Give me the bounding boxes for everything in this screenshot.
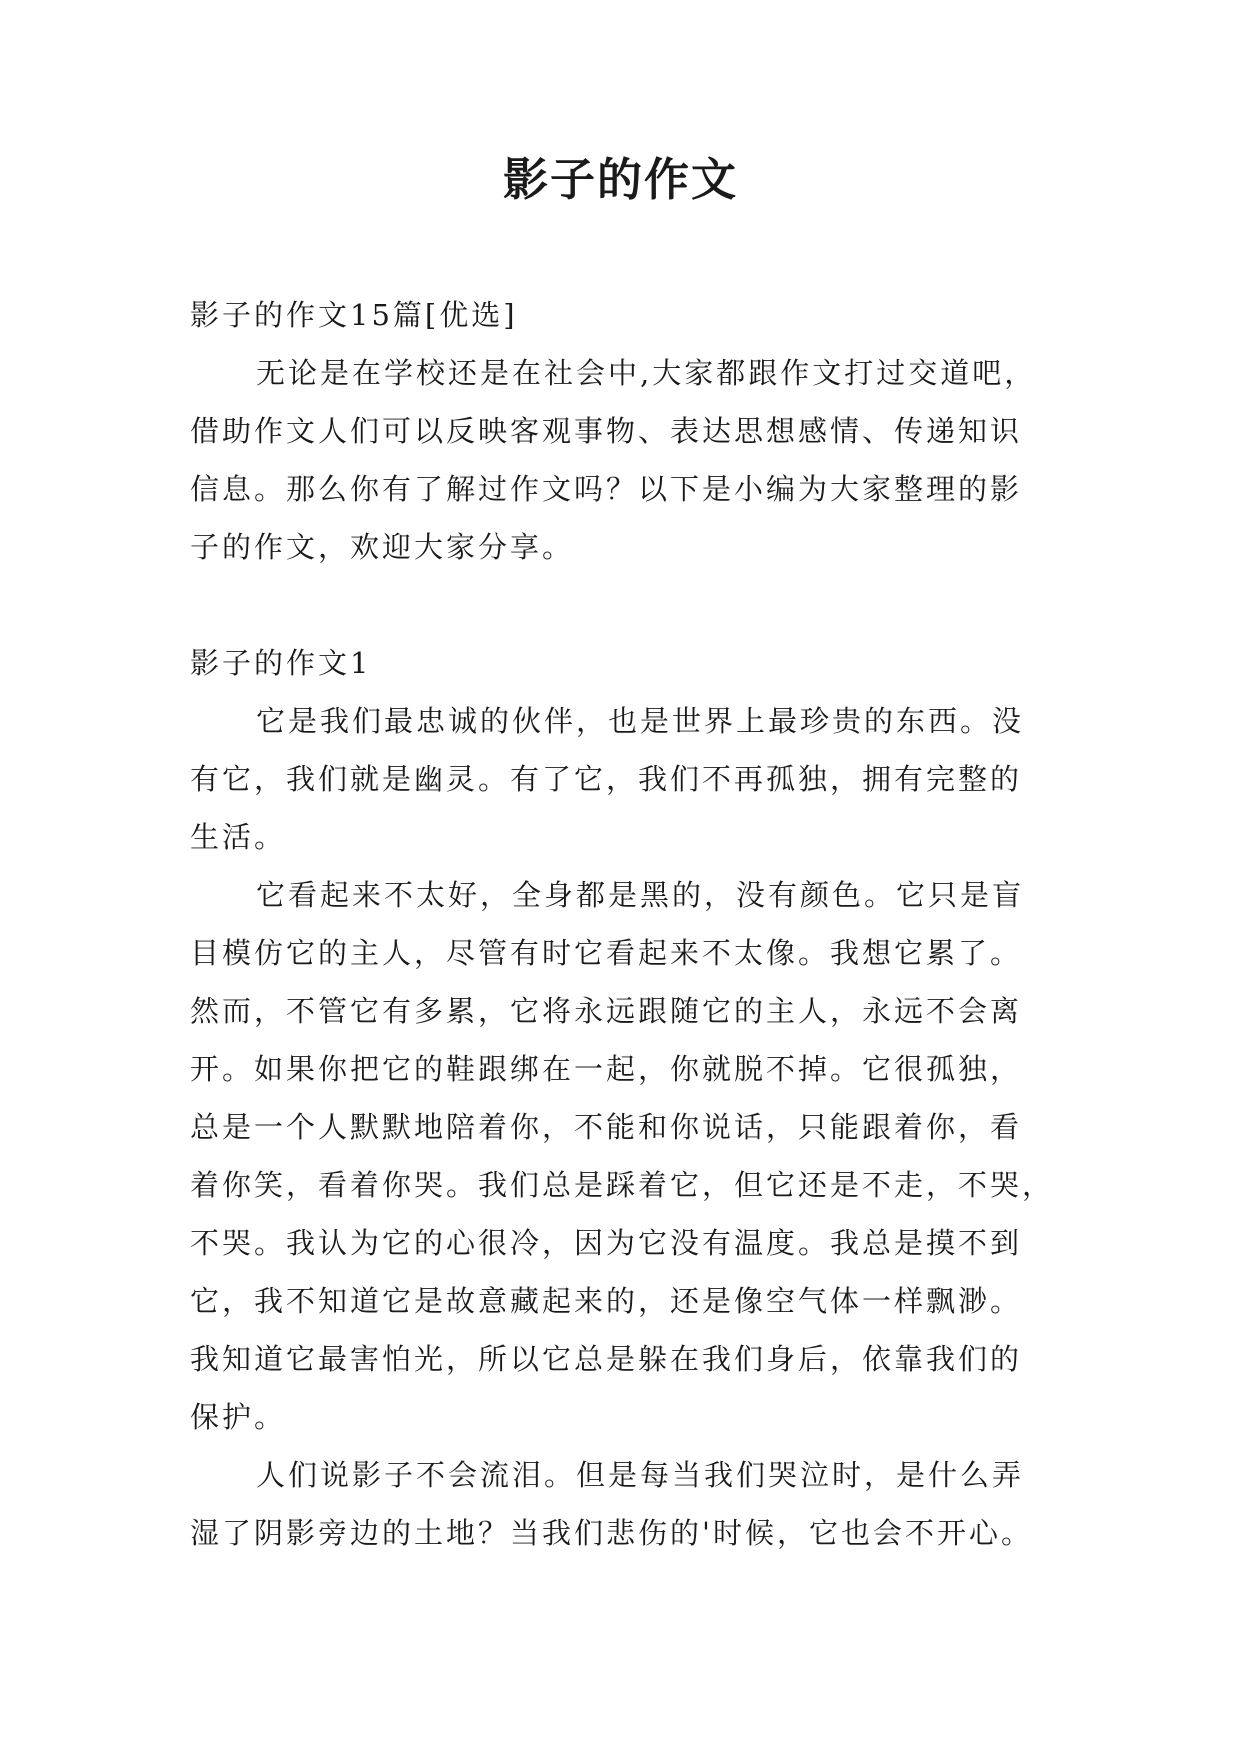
paragraph-line: 保护。 [190, 1400, 287, 1434]
paragraph-line: 生活。 [190, 820, 287, 854]
body-paragraph [190, 866, 1060, 1446]
body-paragraph [190, 1446, 1060, 1562]
paragraph-line: 人们说影子不会流泪。但是每当我们哭泣时，是什么弄 [256, 1458, 1025, 1492]
document-body [190, 286, 1060, 1562]
paragraph-line: 它是我们最忠诚的伙伴，也是世界上最珍贵的东西。没 [256, 704, 1025, 738]
paragraph-line: 目模仿它的主人，尽管有时它看起来不太像。我想它累了。 [190, 936, 1023, 970]
paragraph-line: 不哭。我认为它的心很冷，因为它没有温度。我总是摸不到 [190, 1226, 1023, 1260]
paragraph-line: 开。如果你把它的鞋跟绑在一起，你就脱不掉。它很孤独， [190, 1052, 1023, 1086]
intro-line: 信息。那么你有了解过作文吗？以下是小编为大家整理的影 [190, 472, 1023, 506]
paragraph-line: 有它，我们就是幽灵。有了它，我们不再孤独，拥有完整的 [190, 762, 1023, 796]
intro-line: 子的作文，欢迎大家分享。 [190, 530, 575, 564]
document-title: 影子的作文 [502, 153, 738, 206]
intro-line: 无论是在学校还是在社会中,大家都跟作文打过交道吧， [256, 356, 1037, 390]
paragraph-line: 它，我不知道它是故意藏起来的，还是像空气体一样飘渺。 [190, 1284, 1023, 1318]
paragraph-line: 着你笑，看着你哭。我们总是踩着它，但它还是不走，不哭， [190, 1168, 1055, 1202]
body-paragraph [190, 692, 1060, 866]
section-heading: 影子的作文1 [190, 646, 372, 680]
paragraph-line: 总是一个人默默地陪着你，不能和你说话，只能跟着你，看 [190, 1110, 1023, 1144]
paragraph-line: 我知道它最害怕光，所以它总是躲在我们身后，依靠我们的 [190, 1342, 1023, 1376]
paragraph-line: 然而，不管它有多累，它将永远跟随它的主人，永远不会离 [190, 994, 1023, 1028]
intro-line: 借助作文人们可以反映客观事物、表达思想感情、传递知识 [190, 414, 1023, 448]
document-subtitle: 影子的作文15篇[优选] [190, 298, 518, 332]
intro-paragraph [190, 344, 1060, 576]
paragraph-spacer [190, 576, 1060, 634]
paragraph-line: 它看起来不太好，全身都是黑的，没有颜色。它只是盲 [256, 878, 1025, 912]
paragraph-line: 湿了阴影旁边的土地？当我们悲伤的'时候，它也会不开心。 [190, 1516, 1033, 1550]
